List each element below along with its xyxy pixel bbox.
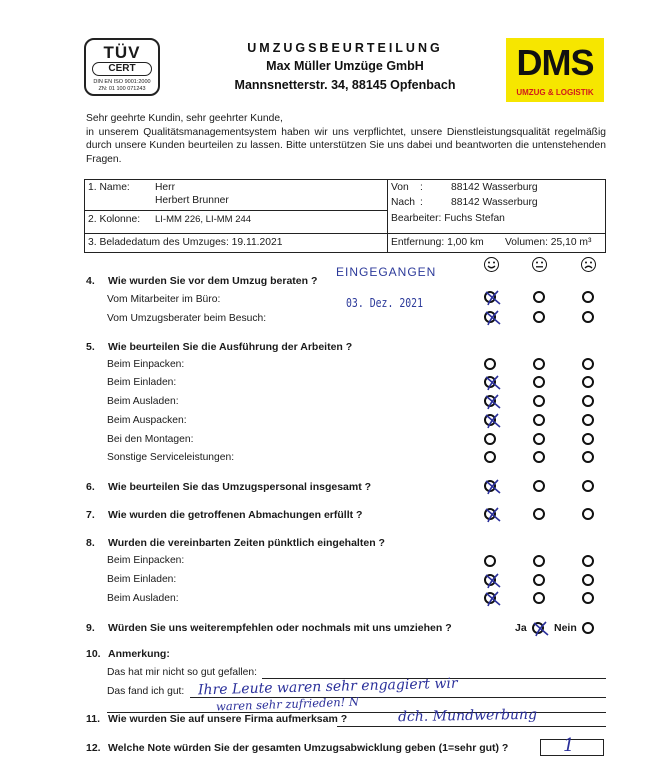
question-number: 4. <box>86 275 95 287</box>
received-stamp: EINGEGANGEN <box>336 265 437 279</box>
rating-radio[interactable] <box>484 508 496 520</box>
q5-item-einpacken: Beim Einpacken: <box>107 359 185 370</box>
rating-radio[interactable] <box>533 376 545 388</box>
rating-radio[interactable] <box>533 311 545 323</box>
question-text: Wie wurden Sie vor dem Umzug beraten ? <box>108 275 318 287</box>
q4-item-buero: Vom Mitarbeiter im Büro: <box>107 294 221 305</box>
rating-radio[interactable] <box>582 433 594 445</box>
rating-radio[interactable] <box>484 592 496 604</box>
intro-paragraph: in unserem Qualitätsmanagementsystem haben wir uns verpflichtet, unsere Dienstleistungsqualität regelmäßig durch unsere Kunden beurteilen zu lassen. Bitte unterstützen Sie uns dabei und beantworten die untenstehenden Fragen. <box>86 126 606 165</box>
question-number: 6. <box>86 481 95 493</box>
nach-label: Nach <box>391 197 416 208</box>
kolonne-value: LI-MM 226, LI-MM 244 <box>155 214 252 225</box>
rating-radio[interactable] <box>533 395 545 407</box>
question-8 <box>86 537 385 549</box>
question-number: 7. <box>86 509 95 521</box>
q10-line-negative: Das hat mir nicht so gut gefallen: <box>107 667 257 678</box>
question-9 <box>86 622 452 634</box>
nach-colon: : <box>420 197 423 208</box>
question-6 <box>86 481 371 493</box>
happy-face-icon <box>484 257 499 272</box>
rating-radio[interactable] <box>582 358 594 370</box>
rating-radio[interactable] <box>582 414 594 426</box>
q9-ja-label: Ja <box>515 622 527 634</box>
dms-logo <box>506 38 604 102</box>
nach-value: 88142 Wasserburg <box>451 197 538 208</box>
rating-radio[interactable] <box>582 508 594 520</box>
q8-item-ausladen: Beim Ausladen: <box>107 593 179 604</box>
sad-face-icon <box>581 257 596 272</box>
rating-radio[interactable] <box>582 311 594 323</box>
beladedatum: 3. Beladedatum des Umzuges: 19.11.2021 <box>88 237 283 248</box>
rating-radio[interactable] <box>582 574 594 586</box>
tuv-iso-text <box>86 79 158 92</box>
q11-answer-line[interactable] <box>337 726 606 727</box>
question-12 <box>86 742 508 754</box>
rating-radio[interactable] <box>484 376 496 388</box>
rating-radio[interactable] <box>533 451 545 463</box>
rating-radio[interactable] <box>582 480 594 492</box>
rating-radio[interactable] <box>533 508 545 520</box>
rating-radio[interactable] <box>484 311 496 323</box>
kolonne-label: 2. Kolonne: <box>88 214 141 225</box>
rating-radio[interactable] <box>484 395 496 407</box>
volumen: Volumen: 25,10 m³ <box>505 237 592 248</box>
received-date-stamp: 03. Dez. 2021 <box>346 296 424 310</box>
rating-radio[interactable] <box>484 480 496 492</box>
rating-radio[interactable] <box>533 574 545 586</box>
question-text: Wie wurden Sie auf unsere Firma aufmerksam ? <box>108 713 348 725</box>
rating-radio[interactable] <box>582 555 594 567</box>
question-text: Wie beurteilen Sie die Ausführung der Arbeiten ? <box>108 341 353 353</box>
question-number: 8. <box>86 537 95 549</box>
rating-radio[interactable] <box>582 376 594 388</box>
name-value: Herbert Brunner <box>155 195 229 206</box>
name-label: 1. Name: <box>88 182 130 193</box>
intro-text <box>86 112 606 166</box>
tuv-cert-logo <box>84 38 160 96</box>
grade-handwritten: 1 <box>563 735 575 756</box>
company-address: Mannsnetterstr. 34, 88145 Opfenbach <box>234 78 456 92</box>
q9-ja-radio[interactable] <box>532 622 544 634</box>
entfernung: Entfernung: 1,00 km <box>391 237 484 248</box>
question-10 <box>86 648 170 660</box>
rating-radio[interactable] <box>484 291 496 303</box>
q5-item-montagen: Bei den Montagen: <box>107 434 194 445</box>
question-number: 5. <box>86 341 95 353</box>
q11-handwritten-answer: dch. Mundwerbung <box>397 706 538 726</box>
rating-radio[interactable] <box>533 414 545 426</box>
rating-radio[interactable] <box>533 480 545 492</box>
q4-item-besuch: Vom Umzugsberater beim Besuch: <box>107 313 267 324</box>
rating-radio[interactable] <box>484 414 496 426</box>
von-label: Von <box>391 182 409 193</box>
dms-logo-text: DMS <box>516 42 594 83</box>
rating-radio[interactable] <box>484 433 496 445</box>
question-text: Wie wurden die getroffenen Abmachungen erfüllt ? <box>108 509 363 521</box>
von-value: 88142 Wasserburg <box>451 182 538 193</box>
rating-radio[interactable] <box>533 555 545 567</box>
question-text: Würden Sie uns weiterempfehlen oder nochmals mit uns umziehen ? <box>108 622 452 634</box>
question-text: Anmerkung: <box>108 648 170 660</box>
rating-radio[interactable] <box>533 433 545 445</box>
q9-nein-label: Nein <box>554 622 577 634</box>
greeting: Sehr geehrte Kundin, sehr geehrter Kunde, <box>86 113 283 124</box>
tuv-logo-text: TÜV <box>103 43 141 62</box>
q10-line-positive: Das fand ich gut: <box>107 686 185 697</box>
rating-radio[interactable] <box>582 592 594 604</box>
rating-radio[interactable] <box>484 451 496 463</box>
q8-item-einladen: Beim Einladen: <box>107 574 177 585</box>
question-number: 12. <box>86 742 101 754</box>
rating-radio[interactable] <box>582 395 594 407</box>
bearbeiter: Bearbeiter: Fuchs Stefan <box>391 213 505 224</box>
name-salutation: Herr <box>155 182 176 193</box>
tuv-zn-line: ZN: 01 100 071243 <box>98 85 146 92</box>
rating-radio[interactable] <box>484 574 496 586</box>
q5-item-auspacken: Beim Auspacken: <box>107 415 187 426</box>
rating-radio[interactable] <box>533 291 545 303</box>
rating-radio[interactable] <box>582 291 594 303</box>
question-text: Wie beurteilen Sie das Umzugspersonal insgesamt ? <box>108 481 372 493</box>
q5-item-einladen: Beim Einladen: <box>107 377 177 388</box>
rating-radio[interactable] <box>484 555 496 567</box>
tuv-iso-line: DIN EN ISO 9001:2000 <box>93 79 151 85</box>
rating-radio[interactable] <box>533 358 545 370</box>
neutral-face-icon <box>532 257 547 272</box>
question-11 <box>86 713 347 725</box>
q5-item-sonstige: Sonstige Serviceleistungen: <box>107 452 235 463</box>
question-text: Wurden die vereinbarten Zeiten pünktlich eingehalten ? <box>108 537 385 549</box>
question-number: 10. <box>86 648 101 660</box>
question-4 <box>86 275 317 287</box>
rating-radio[interactable] <box>582 451 594 463</box>
question-number: 9. <box>86 622 95 634</box>
q8-item-einpacken: Beim Einpacken: <box>107 555 185 566</box>
tuv-cert-text: CERT <box>92 62 152 76</box>
question-text: Welche Note würden Sie der gesamten Umzugsabwicklung geben (1=sehr gut) ? <box>108 742 509 754</box>
rating-radio[interactable] <box>484 358 496 370</box>
dms-logo-subtitle: UMZUG & LOGISTIK <box>516 88 594 97</box>
question-5 <box>86 341 352 353</box>
rating-radio[interactable] <box>533 592 545 604</box>
von-colon: : <box>420 182 423 193</box>
question-number: 11. <box>86 713 101 725</box>
q9-nein-radio[interactable] <box>582 622 594 634</box>
company-name: Max Müller Umzüge GmbH <box>266 59 424 73</box>
q10-handwritten-positive-2: waren sehr zufrieden! N <box>215 694 360 714</box>
customer-info-box <box>84 179 606 253</box>
form-title: UMZUGSBEURTEILUNG <box>247 41 443 55</box>
q10-handwritten-positive: Ihre Leute waren sehr engagiert wir <box>197 675 458 699</box>
q5-item-ausladen: Beim Ausladen: <box>107 396 179 407</box>
question-7 <box>86 509 362 521</box>
